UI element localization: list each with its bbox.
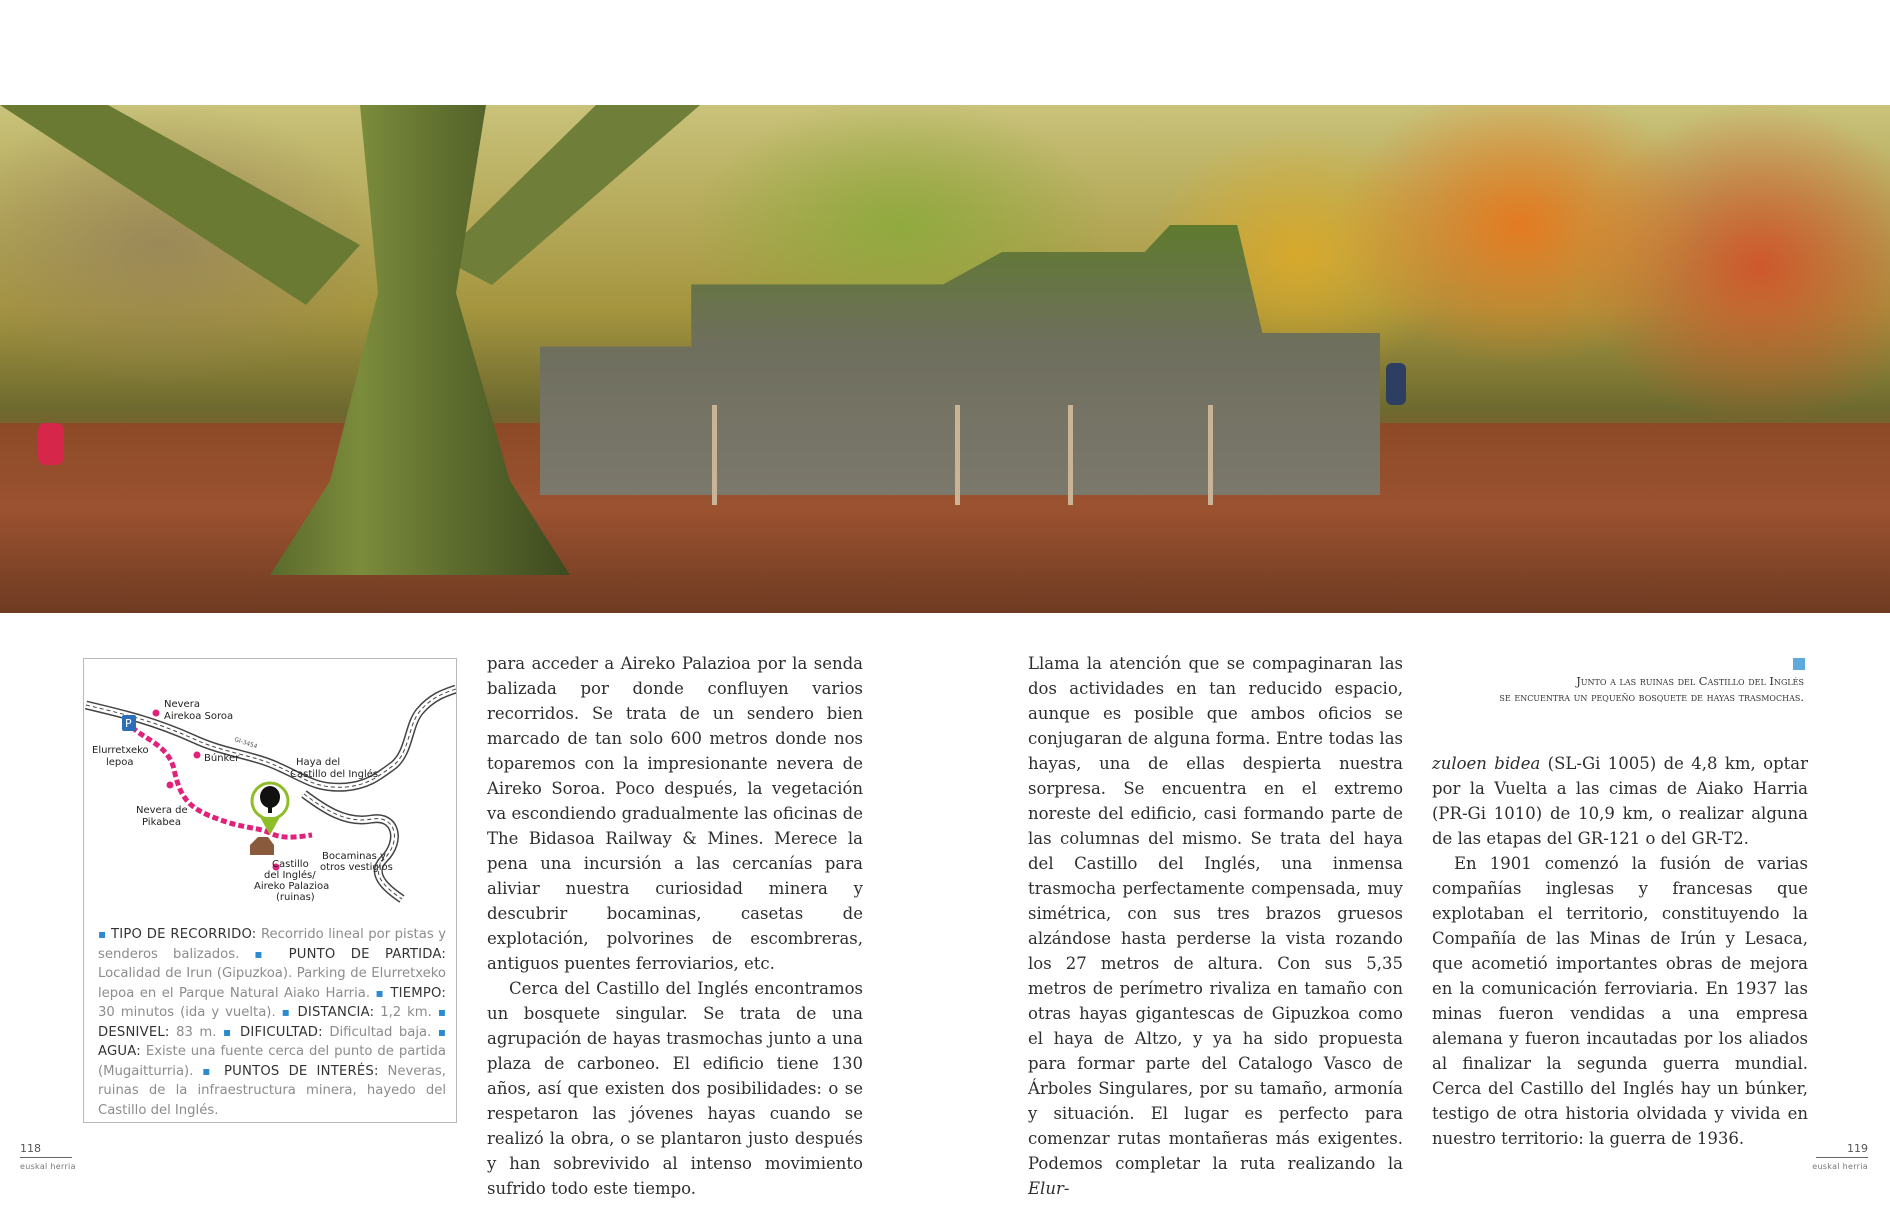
road-label: GI-3454 xyxy=(233,736,259,751)
hero-photo xyxy=(0,105,1890,613)
info-value: 30 minutos (ida y vuelta). xyxy=(98,1005,276,1020)
text-column-1 xyxy=(487,651,863,1201)
magazine-name: euskal herria xyxy=(1812,1162,1868,1171)
paragraph: para acceder a Aireko Palazioa por la senda balizada por donde confluyen varios recorridos. Se trata de un sendero bien marcado de tan solo 600 metros donde nos toparemos con la impresionante nevera de Aireko Soroa. Poco después, la vegetación va escondiendo gradualmente las oficinas de The Bidasoa Railway & Mines. Merece la pena una incursión a las cercanías para aliviar nuestra curiosidad minera y descubrir bocaminas, casetas de explotación, polvorines de escombreras, antiguos puentes ferroviarios, etc. xyxy=(487,654,863,973)
page-number-right: 119 xyxy=(1847,1142,1868,1155)
label-bocaminas: Bocaminas y otros vestigios xyxy=(320,851,393,873)
label-haya: Haya del Castillo del Inglés xyxy=(290,757,379,780)
info-value: Recorrido lineal por pistas y senderos balizados. xyxy=(98,927,447,962)
svg-text:P: P xyxy=(125,717,132,730)
hiker-plaid-shirt xyxy=(1386,363,1406,405)
info-key: PUNTOS DE INTERÉS: xyxy=(224,1063,379,1079)
photo-caption xyxy=(1420,673,1804,705)
fence-post xyxy=(712,405,717,505)
hiker-red-jacket xyxy=(38,423,64,465)
info-key: AGUA: xyxy=(98,1044,141,1059)
info-key: DIFICULTAD: xyxy=(240,1024,323,1040)
caption-line: Junto a las ruinas del Castillo del Inglés xyxy=(1576,674,1804,688)
info-key: TIPO DE RECORRIDO: xyxy=(111,927,257,942)
ruins-icon xyxy=(250,837,274,855)
info-key: DESNIVEL: xyxy=(98,1024,170,1040)
info-key: DISTANCIA: xyxy=(297,1005,375,1020)
road-gi-3454 xyxy=(86,689,456,787)
paragraph: En 1901 comenzó la fusión de varias compañías inglesas y francesas que explotaban el territorio, constituyendo la Compañía de las Minas de Irún y Lesaca, que acometió importantes obras de mejora en la comunicación ferroviaria. En 1937 las minas fueron vendidas a una empresa alemana y fueron incautadas por los aliados al finalizar la segunda guerra mundial. Cerca del Castillo del Inglés hay un búnker, testigo de otra historia olvidada y vivida en nuestro territorio: la guerra de 1936. xyxy=(1432,854,1808,1148)
poi-nevera-pikabea xyxy=(167,782,174,789)
italic-lead: zuloen bidea xyxy=(1432,754,1541,773)
text-column-2 xyxy=(1028,651,1403,1201)
paragraph: zuloen bidea (SL-Gi 1005) de 4,8 km, optar por la Vuelta a las cimas de Aiako Harria (PR-Gi 1010) de 10,9 km, o realizar alguna de las etapas del GR-121 o del GR-T2. xyxy=(1432,754,1809,848)
fence-post xyxy=(955,405,960,505)
info-value: 83 m. xyxy=(176,1024,217,1040)
castle-ruins xyxy=(540,225,1380,495)
info-value: Neveras, ruinas de la infraestructura minera, hayedo del Castillo del Inglés. xyxy=(98,1063,446,1118)
caption-line: se encuentra un pequeño bosquete de hayas trasmochas. xyxy=(1499,690,1804,704)
info-value: Dificultad baja. xyxy=(329,1024,432,1040)
info-key: TIEMPO: xyxy=(390,985,446,1001)
folio-right xyxy=(1812,1142,1868,1172)
info-key: PUNTO DE PARTIDA: xyxy=(288,946,446,962)
label-nevera-soroa: Nevera Airekoa Soroa xyxy=(164,699,234,722)
folio-rule xyxy=(20,1157,72,1158)
text-column-3 xyxy=(1432,751,1808,1151)
info-value: 1,2 km. xyxy=(380,1005,432,1020)
info-value: Existe una fuente cerca del punto de partida (Mugaitturria). xyxy=(98,1044,446,1079)
caption-marker-icon xyxy=(1793,658,1805,670)
label-castillo: Castillo del Inglés/ Aireko Palazioa (ruinas) xyxy=(254,859,330,903)
fence-post xyxy=(1208,405,1213,505)
label-bunker: Búnker xyxy=(204,753,240,764)
beech-branch-left xyxy=(0,105,360,305)
fence-post xyxy=(1068,405,1073,505)
poi-bunker xyxy=(194,752,201,759)
route-map xyxy=(84,659,456,921)
poi-nevera-soroa xyxy=(153,710,160,717)
paragraph: Llama la atención que se compaginaran las dos actividades en tan reducido espacio, aunque es posible que ambos oficios se conjugaran de alguna forma. Entre todas las hayas, una de ellas despierta nuestra sorpresa. Se encuentra en el extremo noreste del edificio, casi formando parte de las columnas del mismo. Se trata del haya del Castillo del Inglés, una inmensa trasmocha perfectamente compensada, muy simétrica, con sus tres brazos gruesos alzándose hasta perderse la vista rozando los 27 metros de altura. Con sus 5,35 metros de perímetro rivaliza en tamaño con otras hayas gigantescas de Gipuzkoa como el haya de Altzo, y ya ha sido propuesta para formar parte del Catalogo Vasco de Árboles Singulares, por su tamaño, armonía y situación. El lugar es perfecto para comenzar rutas montañeras más exigentes. Podemos completar la ruta realizando la Elur- xyxy=(1028,654,1403,1198)
route-info: ▪ TIPO DE RECORRIDO: Recorrido lineal por pistas y senderos balizados. ▪ PUNTO DE PARTIDA: Localidad de Irun (Gipuzkoa). Parking de Elurretxeko lepoa en el Parque Natural Aiako Harria. ▪ TIEMPO: 30 minutos (ida y vuelta). ▪ DISTANCIA: 1,2 km. ▪ DESNIVEL: 83 m. ▪ DIFICULTAD: Dificultad baja. ▪ AGUA: Existe una fuente cerca del punto de partida (Mugaitturria). ▪ PUNTOS DE INTERÉS: Neveras, ruinas de la infraestructura minera, hayedo del Castillo del Inglés. xyxy=(98,927,447,1118)
magazine-name: euskal herria xyxy=(20,1162,76,1171)
route-map-box xyxy=(83,658,457,1123)
label-nevera-pikabea: Nevera de Pikabea xyxy=(136,805,188,828)
folio-rule xyxy=(1816,1157,1868,1158)
page-number-left: 118 xyxy=(20,1142,41,1155)
info-value: Localidad de Irun (Gipuzkoa). Parking de Elurretxeko lepoa en el Parque Natural Aiako Harria. xyxy=(98,966,446,1001)
paragraph: Cerca del Castillo del Inglés encontramos un bosquete singular. Se trata de una agrupación de hayas trasmochas junto a una plaza de carboneo. El edificio tiene 130 años, así que existen dos posibilidades: o se respetaron las jóvenes hayas cuando se realizó la obra, o se plantaron justo después y han sobrevivido al intenso movimiento sufrido todo este tiempo. xyxy=(487,979,863,1198)
folio-left xyxy=(20,1142,76,1172)
label-elurretxeko: Elurretxeko lepoa xyxy=(92,745,149,768)
italic-trail: Elur- xyxy=(1028,1179,1070,1198)
